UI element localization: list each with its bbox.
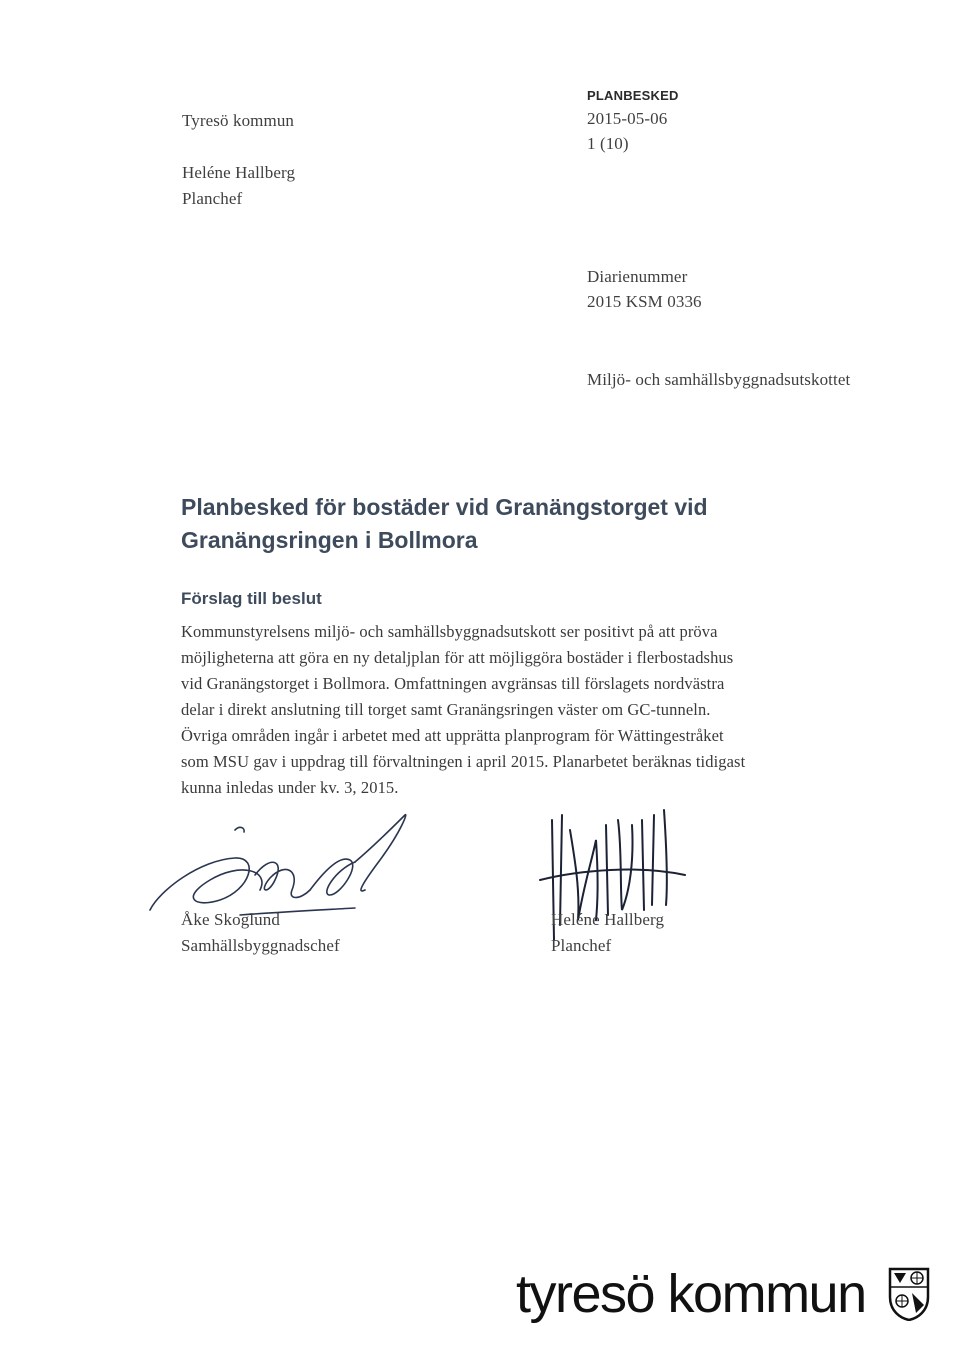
author-title: Planchef bbox=[182, 189, 243, 208]
document-type: PLANBESKED bbox=[587, 88, 679, 103]
header-right bbox=[587, 86, 679, 156]
author-name: Heléne Hallberg bbox=[182, 163, 296, 182]
diary-label: Diarienummer bbox=[587, 267, 688, 286]
diary-block bbox=[587, 264, 702, 314]
document-title: Planbesked för bostäder vid Granängstorget vid Granängsringen i Bollmora bbox=[181, 494, 708, 553]
organization-name: Tyresö kommun bbox=[182, 111, 295, 130]
signer-left-name: Åke Skoglund bbox=[181, 910, 280, 929]
section-heading: Förslag till beslut bbox=[181, 589, 322, 608]
municipal-crest-icon bbox=[888, 1267, 930, 1321]
footer-logo bbox=[516, 1262, 930, 1326]
signer-right-title: Planchef bbox=[551, 936, 612, 955]
proposal-body: Kommunstyrelsens miljö- och samhällsbyggnadsutskott ser positivt på att pröva möjligheterna att göra en ny detaljplan för att möjliggöra bostäder i flerbostadshus vid Granängstorget i Bollmora. Omfattningen avgränsas till förslagets nordvästra delar i direkt anslutning till torget samt Granängsringen väster om GC-tunneln. Övriga områden ingår i arbetet med att upprätta planprogram för Wättingestråket som MSU gav i uppdrag till förvaltningen i april 2015. Planarbetet beräknas tidigast kunna inledas under kv. 3, 2015. bbox=[181, 622, 746, 797]
committee-name: Miljö- och samhällsbyggnadsutskottet bbox=[587, 370, 851, 389]
page-number: 1 (10) bbox=[587, 134, 629, 153]
signer-right-name: Heléne Hallberg bbox=[551, 910, 665, 929]
diary-number: 2015 KSM 0336 bbox=[587, 292, 702, 311]
signer-left-title: Samhällsbyggnadschef bbox=[181, 936, 340, 955]
header-left bbox=[182, 108, 295, 212]
logo-text: tyresö kommun bbox=[516, 1264, 866, 1324]
document-date: 2015-05-06 bbox=[587, 109, 668, 128]
